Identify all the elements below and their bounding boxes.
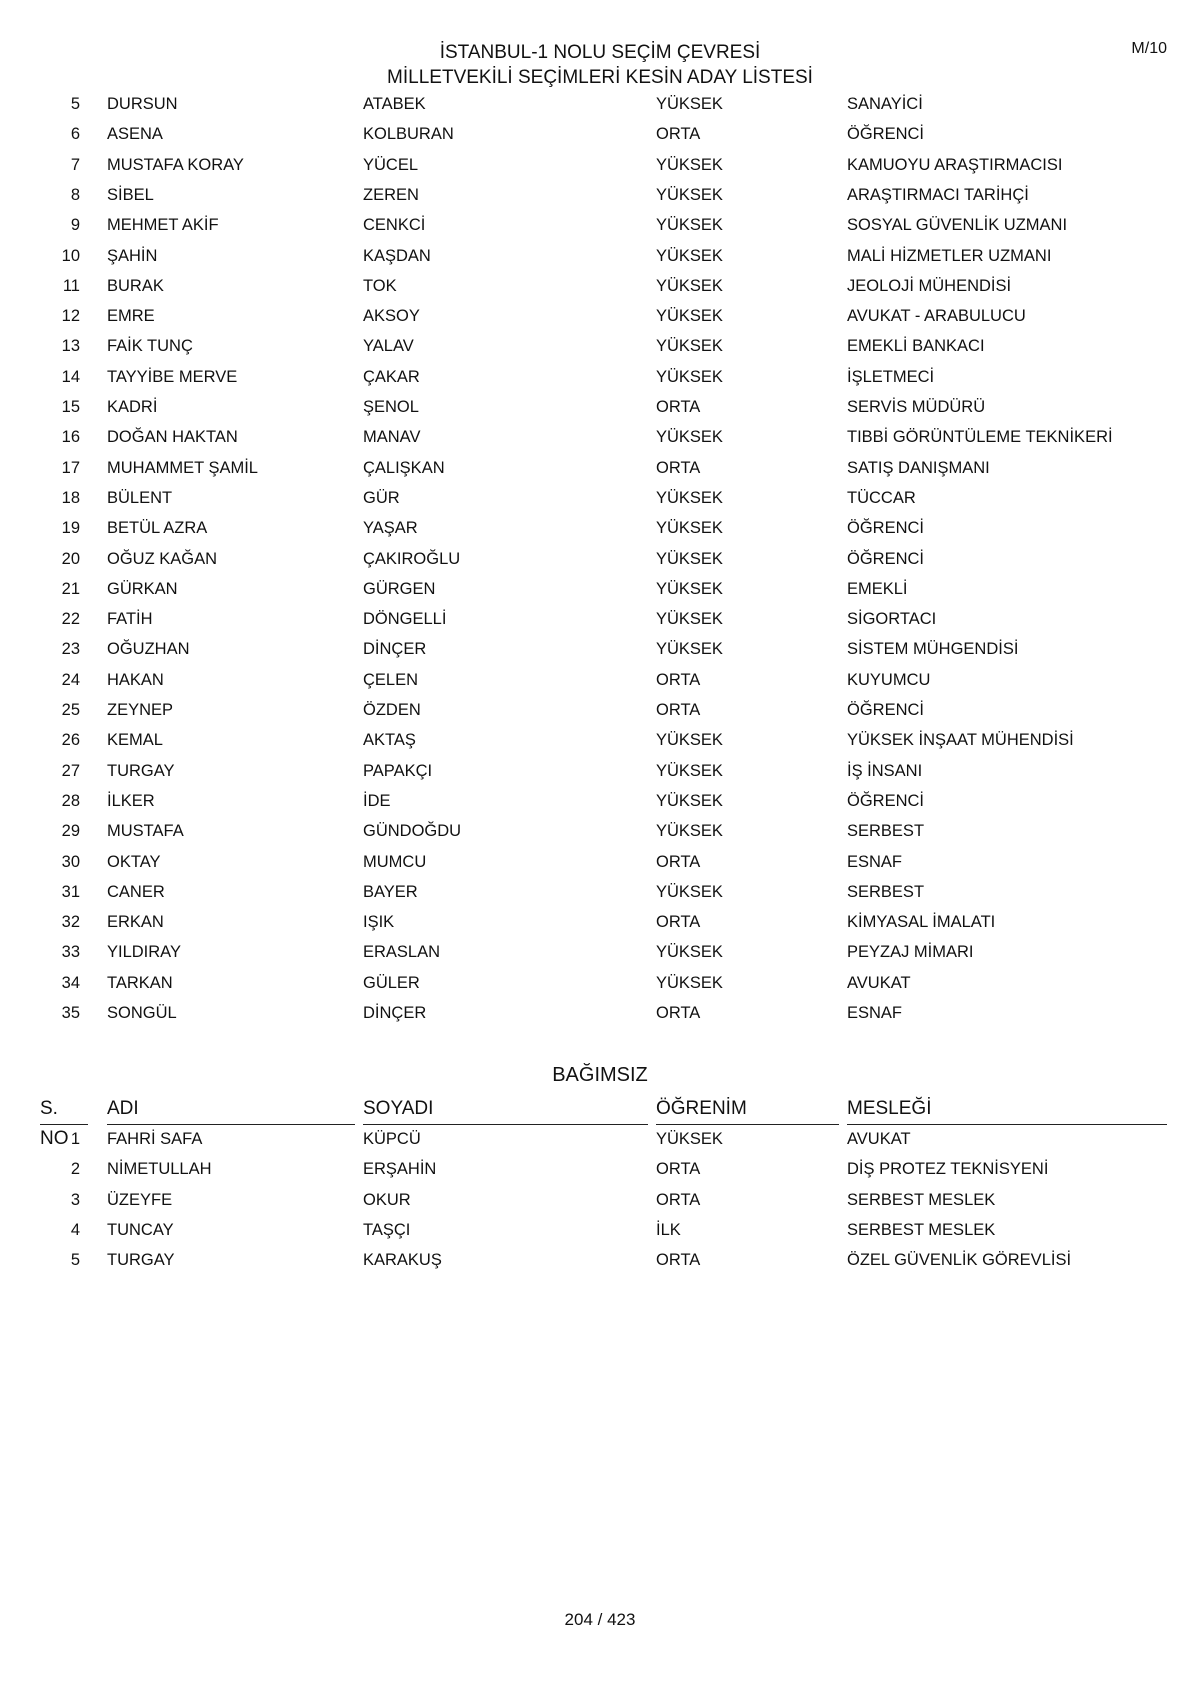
last-name: KARAKUŞ: [363, 1251, 442, 1270]
occupation: KAMUOYU ARAŞTIRMACISI: [847, 155, 1063, 174]
first-name: OĞUZHAN: [107, 640, 190, 659]
occupation: EMEKLİ: [847, 579, 908, 598]
first-name: DURSUN: [107, 95, 178, 113]
row-number: 25: [61, 701, 80, 719]
occupation: EMEKLİ BANKACI: [847, 337, 985, 356]
first-name: SİBEL: [107, 185, 154, 204]
education: YÜKSEK: [656, 579, 723, 598]
occupation: SERBEST: [847, 822, 925, 841]
table-row: [0, 695, 1200, 725]
first-name: CANER: [107, 882, 165, 901]
table-row: [0, 665, 1200, 695]
table-row: [0, 1245, 1200, 1275]
table-row: [0, 847, 1200, 877]
table-row: [0, 513, 1200, 543]
first-name: TUNCAY: [107, 1220, 174, 1239]
first-name: EMRE: [107, 307, 155, 326]
first-name: OKTAY: [107, 852, 161, 871]
occupation: SİSTEM MÜHGENDİSİ: [847, 640, 1019, 659]
education: YÜKSEK: [656, 761, 723, 780]
table-row: [0, 241, 1200, 271]
education: YÜKSEK: [656, 367, 723, 386]
last-name: BAYER: [363, 882, 418, 901]
occupation: PEYZAJ MİMARI: [847, 943, 974, 962]
education: YÜKSEK: [656, 731, 723, 750]
table-row: [0, 634, 1200, 664]
occupation: MALİ HİZMETLER UZMANI: [847, 246, 1052, 265]
row-number: 13: [61, 337, 80, 356]
table-row: [0, 1215, 1200, 1245]
education: YÜKSEK: [656, 973, 723, 992]
row-number: 9: [70, 216, 80, 235]
education: YÜKSEK: [656, 519, 723, 538]
row-number: 14: [61, 367, 80, 386]
education: YÜKSEK: [656, 307, 723, 326]
education: İLK: [656, 1220, 681, 1239]
table-row: [0, 574, 1200, 604]
occupation: SATIŞ DANIŞMANI: [847, 458, 990, 477]
row-number: 32: [61, 913, 80, 932]
education: ORTA: [656, 1190, 701, 1209]
occupation: ÖĞRENCİ: [847, 701, 925, 719]
education: ORTA: [656, 670, 701, 689]
education: ORTA: [656, 852, 701, 871]
row-number: 19: [61, 519, 80, 538]
row-number: 11: [62, 276, 80, 295]
occupation: İŞLETMECİ: [847, 367, 935, 386]
document-title: [0, 40, 1200, 90]
last-name: GÜNDOĞDU: [363, 822, 462, 841]
education: YÜKSEK: [656, 95, 723, 113]
table-row: [0, 968, 1200, 998]
table-row: [0, 1185, 1200, 1215]
occupation: ESNAF: [847, 852, 903, 871]
first-name: ÜZEYFE: [107, 1190, 173, 1209]
row-number: 29: [61, 822, 80, 841]
row-number: 2: [70, 1160, 80, 1179]
table-row: [0, 877, 1200, 907]
row-number: 23: [61, 640, 80, 659]
last-name: ÇELEN: [363, 670, 419, 689]
last-name: DİNÇER: [363, 640, 427, 659]
first-name: NİMETULLAH: [107, 1160, 212, 1179]
education: ORTA: [656, 398, 701, 416]
last-name: ERŞAHİN: [363, 1160, 437, 1179]
table-row: [0, 786, 1200, 816]
table-row: [0, 180, 1200, 210]
occupation: ARAŞTIRMACI TARİHÇİ: [847, 185, 1029, 204]
table-row: [0, 756, 1200, 786]
page-number: 204 / 423: [564, 1610, 636, 1629]
occupation: TIBBİ GÖRÜNTÜLEME TEKNİKERİ: [847, 428, 1113, 447]
table-row: [0, 271, 1200, 301]
table-row: [0, 301, 1200, 331]
row-number: 10: [61, 246, 80, 265]
occupation: ÖĞRENCİ: [847, 125, 925, 144]
first-name: ASENA: [107, 125, 163, 144]
education: YÜKSEK: [656, 822, 723, 841]
table-row: [0, 544, 1200, 574]
last-name: CENKCİ: [363, 216, 426, 235]
first-name: MEHMET AKİF: [107, 216, 219, 235]
last-name: ZEREN: [363, 185, 419, 204]
last-name: OKUR: [363, 1190, 411, 1209]
table-row: [0, 604, 1200, 634]
education: YÜKSEK: [656, 549, 723, 568]
last-name: TOK: [363, 276, 397, 295]
first-name: MUSTAFA: [107, 822, 184, 841]
first-name: İLKER: [107, 791, 155, 810]
occupation: SERBEST MESLEK: [847, 1220, 996, 1239]
first-name: KADRİ: [107, 398, 158, 416]
last-name: GÜR: [363, 488, 400, 507]
occupation: SANAYİCİ: [847, 95, 923, 113]
last-name: MANAV: [363, 428, 421, 447]
occupation: ESNAF: [847, 1004, 903, 1022]
row-number: 28: [61, 791, 80, 810]
last-name: DÖNGELLİ: [363, 610, 447, 629]
row-number: 4: [70, 1220, 80, 1239]
title-line-1: İSTANBUL-1 NOLU SEÇİM ÇEVRESİ: [439, 42, 761, 63]
row-number: 17: [61, 458, 80, 477]
last-name: IŞIK: [363, 913, 395, 932]
education: ORTA: [656, 458, 701, 477]
education: ORTA: [656, 701, 701, 719]
first-name: OĞUZ KAĞAN: [107, 549, 218, 568]
row-number: 26: [61, 731, 80, 750]
table-row: [0, 392, 1200, 422]
first-name: SONGÜL: [107, 1004, 177, 1022]
last-name: TAŞÇI: [363, 1220, 411, 1239]
column-header-occupation: MESLEĞİ: [847, 1094, 1167, 1125]
column-header-last-name: SOYADI: [363, 1094, 648, 1125]
column-header-education: ÖĞRENİM: [656, 1094, 839, 1125]
occupation: AVUKAT: [847, 1130, 911, 1148]
education: YÜKSEK: [656, 882, 723, 901]
occupation: SERVİS MÜDÜRÜ: [847, 398, 986, 416]
occupation: ÖĞRENCİ: [847, 519, 925, 538]
first-name: FAİK TUNÇ: [107, 337, 193, 356]
row-number: 33: [61, 943, 80, 962]
last-name: KOLBURAN: [363, 125, 454, 144]
last-name: ERASLAN: [363, 943, 441, 962]
occupation: ÖĞRENCİ: [847, 791, 925, 810]
last-name: ATABEK: [363, 95, 426, 113]
last-name: ÇAKIROĞLU: [363, 549, 461, 568]
education: YÜKSEK: [656, 1130, 723, 1148]
education: YÜKSEK: [656, 488, 723, 507]
first-name: BETÜL AZRA: [107, 519, 208, 538]
row-number: 16: [61, 428, 80, 447]
row-number: 21: [61, 579, 80, 598]
first-name: ERKAN: [107, 913, 164, 932]
row-number: 34: [61, 973, 80, 992]
occupation: JEOLOJİ MÜHENDİSİ: [847, 276, 1012, 295]
table-row: [0, 907, 1200, 937]
education: YÜKSEK: [656, 216, 723, 235]
table-row: [0, 937, 1200, 967]
education: ORTA: [656, 1251, 701, 1270]
last-name: İDE: [363, 791, 391, 810]
first-name: BURAK: [107, 276, 164, 295]
occupation: SOSYAL GÜVENLİK UZMANI: [847, 216, 1068, 235]
first-name: HAKAN: [107, 670, 164, 689]
occupation: KİMYASAL İMALATI: [847, 913, 996, 932]
last-name: PAPAKÇI: [363, 761, 433, 780]
first-name: ŞAHİN: [107, 246, 158, 265]
education: ORTA: [656, 913, 701, 932]
education: YÜKSEK: [656, 610, 723, 629]
row-number: 8: [70, 185, 80, 204]
row-number: 6: [70, 125, 80, 144]
last-name: DİNÇER: [363, 1004, 427, 1022]
last-name: MUMCU: [363, 852, 427, 871]
first-name: TAYYİBE MERVE: [107, 367, 238, 386]
row-number: 31: [61, 882, 80, 901]
first-name: YILDIRAY: [107, 943, 181, 962]
education: YÜKSEK: [656, 155, 723, 174]
table-row: [0, 998, 1200, 1028]
education: ORTA: [656, 1160, 701, 1179]
occupation: KUYUMCU: [847, 670, 931, 689]
table-row: [0, 453, 1200, 483]
row-number: 7: [70, 155, 80, 174]
table-row: [0, 150, 1200, 180]
column-header-first-name: ADI: [107, 1094, 355, 1125]
last-name: YAŞAR: [363, 519, 418, 538]
education: YÜKSEK: [656, 246, 723, 265]
last-name: KÜPCÜ: [363, 1130, 421, 1148]
education: YÜKSEK: [656, 337, 723, 356]
education: YÜKSEK: [656, 640, 723, 659]
occupation: DİŞ PROTEZ TEKNİSYENİ: [847, 1160, 1049, 1179]
occupation: AVUKAT - ARABULUCU: [847, 307, 1026, 326]
title-line-2: MİLLETVEKİLİ SEÇİMLERİ KESİN ADAY LİSTESİ: [387, 67, 813, 88]
first-name: TURGAY: [107, 761, 175, 780]
last-name: ÖZDEN: [363, 701, 421, 719]
table-row: [0, 483, 1200, 513]
first-name: MUSTAFA KORAY: [107, 155, 244, 174]
table-row: [0, 422, 1200, 452]
last-name: AKTAŞ: [363, 731, 416, 750]
row-number: 24: [61, 670, 80, 689]
row-number: 1: [70, 1130, 80, 1148]
occupation: SERBEST: [847, 882, 925, 901]
row-number: 5: [70, 1251, 80, 1270]
last-name: ÇALIŞKAN: [363, 458, 445, 477]
row-number: 12: [61, 307, 80, 326]
last-name: ŞENOL: [363, 398, 419, 416]
table-row: [0, 816, 1200, 846]
last-name: AKSOY: [363, 307, 420, 326]
education: YÜKSEK: [656, 791, 723, 810]
first-name: ZEYNEP: [107, 701, 174, 719]
first-name: GÜRKAN: [107, 579, 178, 598]
row-number: 20: [61, 549, 80, 568]
first-name: FAHRİ SAFA: [107, 1130, 203, 1148]
row-number: 18: [61, 488, 80, 507]
first-name: MUHAMMET ŞAMİL: [107, 458, 258, 477]
education: YÜKSEK: [656, 276, 723, 295]
row-number: 5: [70, 95, 80, 113]
row-number: 22: [61, 610, 80, 629]
education: YÜKSEK: [656, 943, 723, 962]
row-number: 3: [70, 1190, 80, 1209]
table-row: [0, 725, 1200, 755]
first-name: KEMAL: [107, 731, 163, 750]
row-number: 27: [61, 761, 80, 780]
table-row: [0, 331, 1200, 361]
first-name: BÜLENT: [107, 488, 173, 507]
independent-section-title: BAĞIMSIZ: [552, 1064, 648, 1086]
first-name: TURGAY: [107, 1251, 175, 1270]
page-code: M/10: [1131, 40, 1167, 57]
occupation: AVUKAT: [847, 973, 911, 992]
occupation: ÖĞRENCİ: [847, 549, 925, 568]
occupation: TÜCCAR: [847, 488, 916, 507]
table-row: [0, 1154, 1200, 1184]
column-header-no: S. NO: [40, 1094, 88, 1125]
table-row: [0, 119, 1200, 149]
first-name: TARKAN: [107, 973, 173, 992]
row-number: 30: [61, 852, 80, 871]
occupation: SERBEST MESLEK: [847, 1190, 996, 1209]
last-name: YÜCEL: [363, 155, 419, 174]
occupation: YÜKSEK İNŞAAT MÜHENDİSİ: [847, 731, 1074, 750]
last-name: GÜLER: [363, 973, 420, 992]
education: YÜKSEK: [656, 428, 723, 447]
occupation: ÖZEL GÜVENLİK GÖREVLİSİ: [847, 1251, 1072, 1270]
last-name: YALAV: [363, 337, 414, 356]
first-name: DOĞAN HAKTAN: [107, 428, 238, 447]
table-row: [0, 362, 1200, 392]
row-number: 15: [61, 398, 80, 416]
table-row: [0, 210, 1200, 240]
last-name: KAŞDAN: [363, 246, 431, 265]
occupation: SİGORTACI: [847, 610, 937, 629]
last-name: GÜRGEN: [363, 579, 436, 598]
education: YÜKSEK: [656, 185, 723, 204]
education: ORTA: [656, 1004, 701, 1022]
education: ORTA: [656, 125, 701, 144]
table-row: [0, 89, 1200, 119]
row-number: 35: [61, 1004, 80, 1022]
first-name: FATİH: [107, 610, 153, 629]
occupation: İŞ İNSANI: [847, 761, 923, 780]
table-row: [0, 1124, 1200, 1154]
last-name: ÇAKAR: [363, 367, 420, 386]
